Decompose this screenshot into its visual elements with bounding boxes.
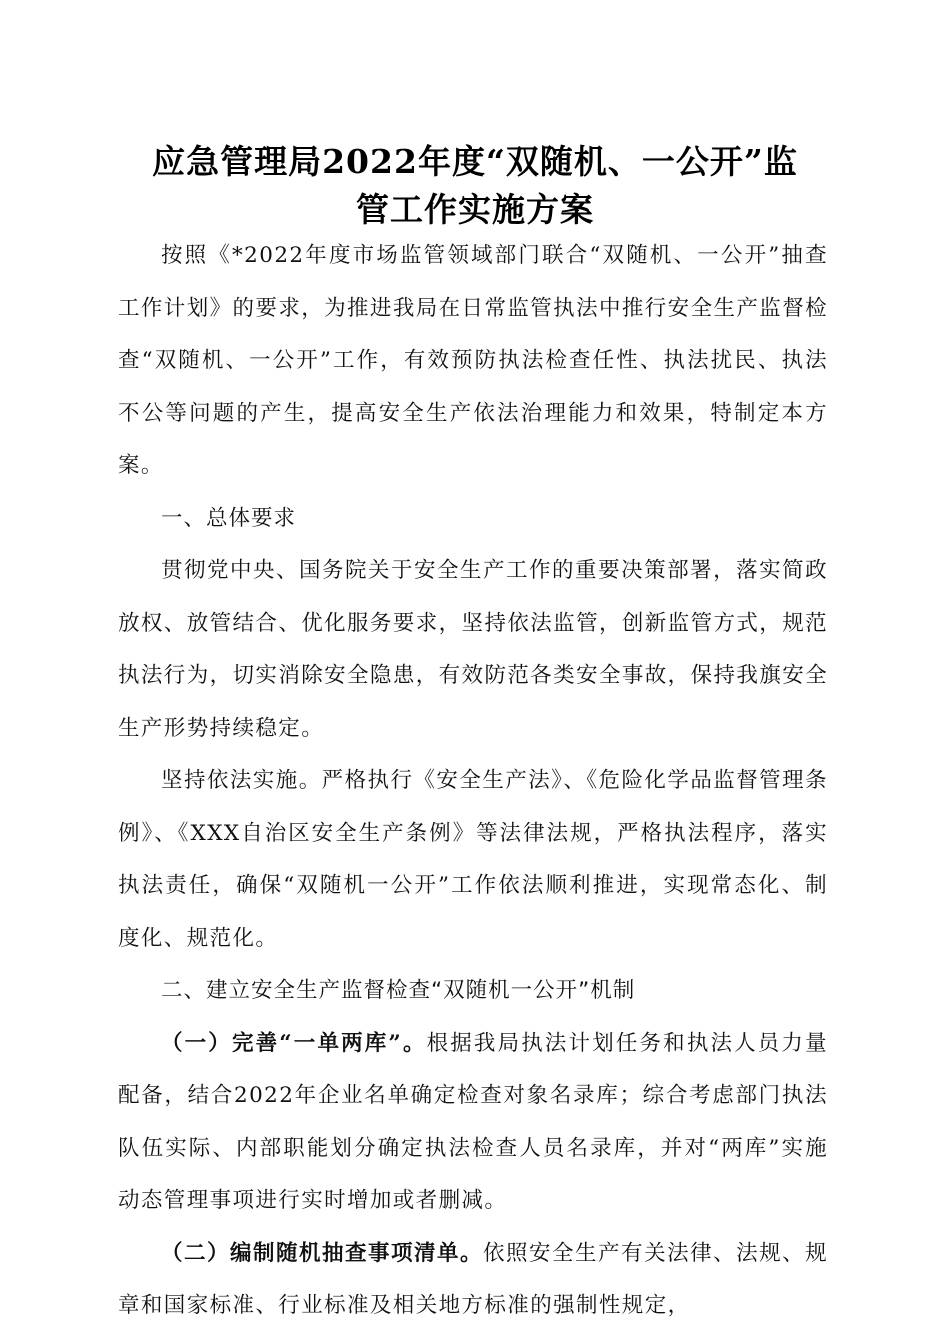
section-2-item-2-text: 依照安全生产有关法律、法规、规章和国家标准、行业标准及相关地方标准的强制性规定，: [118, 1240, 828, 1318]
section-1-paragraph-1: 贯彻党中央、国务院关于安全生产工作的重要决策部署，落实简政放权、放管结合、优化服务要求，坚持依法监管，创新监管方式，规范执法行为，切实消除安全隐患，有效防范各类安全事故，保持我旗安全生产形势持续稳定。: [118, 558, 828, 741]
intro-paragraph: 按照《*2022年度市场监管领域部门联合“双随机、一公开”抽查工作计划》的要求，为推进我局在日常监管执法中推行安全生产监督检查“双随机、一公开”工作，有效预防执法检查任性、执法扰民、执法不公等问题的产生，提高安全生产依法治理能力和效果，特制定本方案。: [118, 243, 828, 478]
document-body: [118, 230, 828, 1333]
section-2-item-1-lead: （一）完善“一单两库”。: [161, 1030, 427, 1056]
document-title-line-2: 管工作实施方案: [356, 190, 594, 229]
section-2-item-1: [118, 1018, 828, 1228]
section-2-item-1-text: 根据我局执法计划任务和执法人员力量配备，结合2022年企业名单确定检查对象名录库；综合考虑部门执法队伍实际、内部职能划分确定执法检查人员名录库，并对“两库”实施动态管理事项进行实时增加或者删减。: [118, 1030, 828, 1213]
section-2-heading: 二、建立安全生产监督检查“双随机一公开”机制: [161, 978, 636, 1003]
document-title-line-1: 应急管理局2022年度“双随机、一公开”监: [152, 142, 798, 181]
section-2-item-2: [118, 1228, 828, 1333]
section-2-item-2-lead: （二）编制随机抽查事项清单。: [161, 1240, 484, 1266]
section-1-heading: 一、总体要求: [161, 505, 297, 531]
document-title: [118, 138, 832, 234]
section-1-paragraph-2: 坚持依法实施。严格执行《安全生产法》、《危险化学品监督管理条例》、《XXX自治区安全生产条例》等法律法规，严格执法程序，落实执法责任，确保“双随机一公开”工作依法顺利推进，实现常态化、制度化、规范化。: [118, 768, 828, 951]
